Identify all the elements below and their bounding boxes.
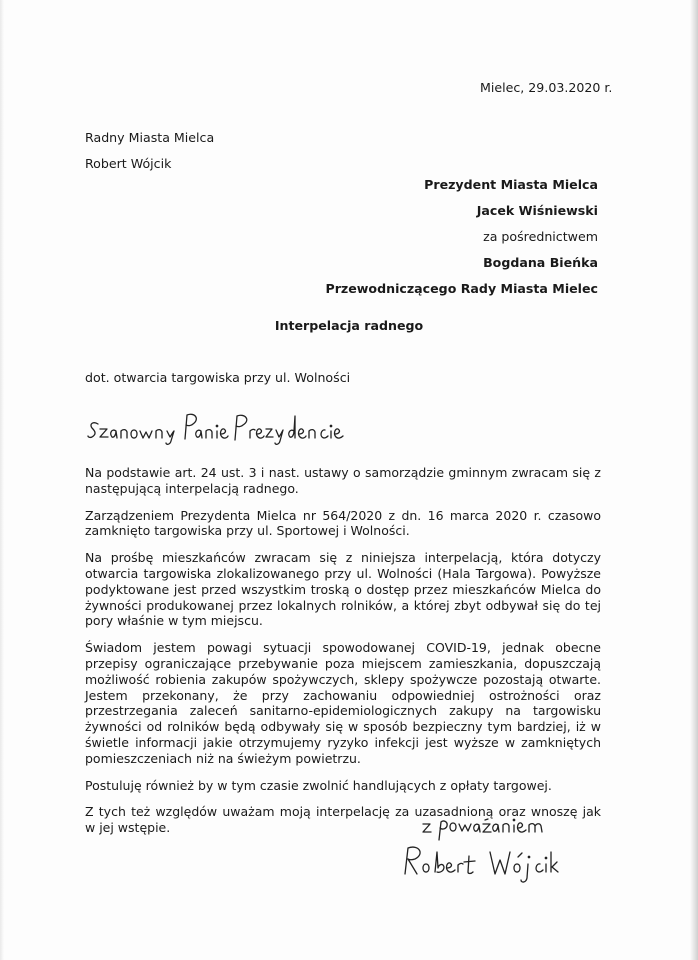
- letter-date: Mielec, 29.03.2020 r.: [480, 80, 613, 95]
- letter-subject: dot. otwarcia targowiska przy ul. Wolności: [85, 370, 351, 385]
- body-paragraph: Na prośbę mieszkańców zwracam się z niniejsza interpelacją, która dotyczy otwarcia targowiska zlokalizowanego przy ul. Wolności (Hala Targowa). Powyższe podyktowane jest przed wszystkim troską o dostęp przez mieszkańców Mielca do żywności produkowanej przez lokalnych rolników, a której zbyt odbywał się do tej pory właśnie w tym miejscu.: [85, 550, 601, 629]
- body-paragraph: Na podstawie art. 24 ust. 3 i nast. ustawy o samorządzie gminnym zwracam się z następującą interpelacją radnego.: [85, 465, 601, 496]
- recipient-line: Przewodniczącego Rady Miasta Mielec: [325, 281, 598, 296]
- letter-body: [85, 465, 601, 847]
- recipient-line: za pośrednictwem: [483, 229, 598, 244]
- body-paragraph: Zarządzeniem Prezydenta Mielca nr 564/2020 z dn. 16 marca 2020 r. czasowo zamknięto targowiska przy ul. Sportowej i Wolności.: [85, 507, 601, 539]
- letter-title: Interpelacja radnego: [274, 318, 424, 333]
- recipient-block: [325, 177, 598, 307]
- recipient-line: Jacek Wiśniewski: [476, 203, 598, 218]
- body-paragraph: Świadom jestem powagi sytuacji spowodowanej COVID-19, jednak obecne przepisy ograniczające przebywanie poza miejscem zamieszkania, dopuszczają możliwość robienia zakupów spożywczych, sklepy spożywcze pozostają otwarte. Jestem przekonany, że przy zachowaniu odpowiedniej ostrożności oraz przestrzegania zaleceń sanitarno-epidemiologicznych zakupy na targowisku żywności od rolników będą odbywały się w sposób bezpieczny tym bardziej, iż w świetle informacji jakie otrzymujemy ryzyko infekcji jest wyższe w zamkniętych pomieszczeniach niż na świeżym powietrzu.: [85, 640, 601, 766]
- page-right-edge: [690, 0, 698, 960]
- recipient-line: Prezydent Miasta Mielca: [424, 177, 598, 192]
- sender-title: Radny Miasta Mielca: [85, 130, 215, 145]
- handwritten-salutation: [85, 404, 355, 446]
- body-paragraph: Z tych też względów uważam moją interpelację za uzasadnioną oraz wnoszę jak w jej wstępie.: [85, 804, 601, 836]
- recipient-line: Bogdana Bieńka: [483, 255, 598, 270]
- handwritten-signature: [395, 812, 575, 902]
- sender-name: Robert Wójcik: [85, 156, 172, 171]
- page-left-edge: [0, 0, 4, 960]
- body-paragraph: Postuluję również by w tym czasie zwolnić handlujących z opłaty targowej.: [85, 777, 552, 793]
